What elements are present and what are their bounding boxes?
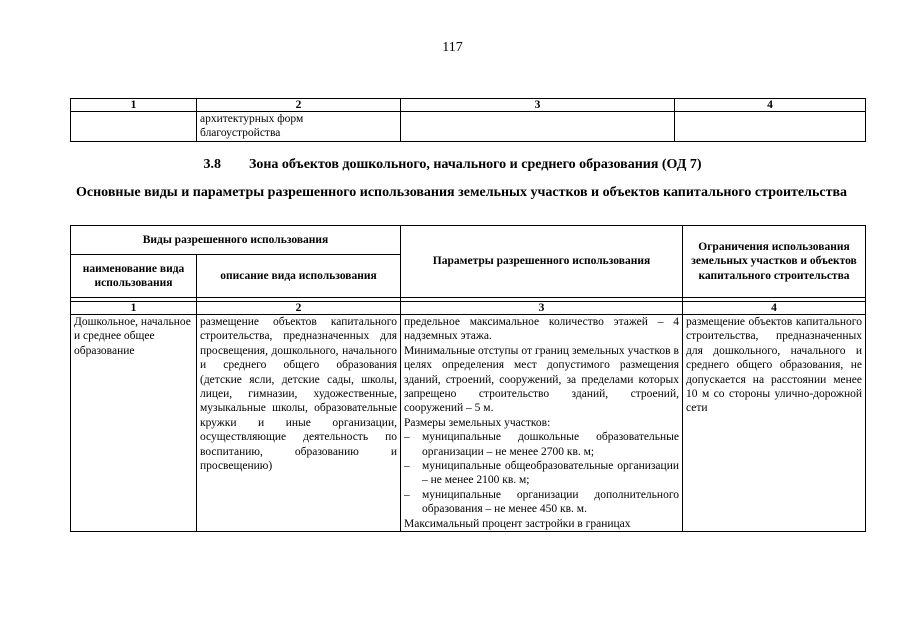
cell-col1 bbox=[71, 112, 197, 142]
number-3: 3 bbox=[401, 302, 683, 315]
use-name: Дошкольное, начальное и среднее общее образование bbox=[71, 315, 197, 532]
params-header: Параметры разрешенного использования bbox=[401, 226, 683, 298]
number-2: 2 bbox=[197, 302, 401, 315]
section-heading bbox=[0, 157, 905, 173]
number-row bbox=[71, 302, 866, 315]
number-4: 4 bbox=[683, 302, 866, 315]
page-number: 117 bbox=[442, 40, 463, 55]
restrictions-header: Ограничения использования земельных участков и объектов капитального строительства bbox=[683, 226, 866, 298]
section-number: 3.8 bbox=[203, 157, 221, 172]
use-description: размещение объектов капитального строительства, предназначенных для просвещения, дошкольного, начального и среднего общего образования (детские ясли, детские сады, школы, лицеи, гимназии, художественные, музыкальные школы, образовательные кружки и иные организации, осуществляющие деятельность по воспитанию, образованию и просвещению) bbox=[197, 315, 401, 532]
params-paragraph-2: Минимальные отступы от границ земельных участков в целях определения мест допустимого размещения зданий, строений, сооружений, за пределами которых запрещено строительство зданий, строений, сооружений – 5 м. bbox=[404, 344, 679, 415]
column-number-3: 3 bbox=[401, 99, 675, 112]
cell-col2-line-1: архитектурных форм bbox=[200, 113, 304, 125]
regulations-table bbox=[70, 225, 866, 532]
use-parameters bbox=[401, 315, 683, 532]
subheader-description: описание вида использования bbox=[197, 255, 401, 298]
params-list-item: – муниципальные общеобразовательные организации – не менее 2100 кв. м; bbox=[404, 460, 679, 487]
continuation-table-header-row bbox=[71, 99, 866, 112]
params-paragraph-1: предельное максимальное количество этажей – 4 надземных этажа. bbox=[404, 316, 679, 343]
column-number-4: 4 bbox=[675, 99, 866, 112]
group-header: Виды разрешенного использования bbox=[71, 226, 401, 255]
cell-col2 bbox=[197, 112, 401, 142]
cell-col2-line-2: благоустройства bbox=[200, 127, 281, 140]
subheader-name: наименование вида использования bbox=[71, 255, 197, 298]
column-number-1: 1 bbox=[71, 99, 197, 112]
continuation-table-row bbox=[71, 112, 866, 142]
use-restrictions: размещение объектов капитального строительства, предназначенных для дошкольного, начального и среднего общего образования, не допускается на расстоянии менее 10 м со стороны улично-дорожной сети bbox=[683, 315, 866, 532]
cell-col4 bbox=[675, 112, 866, 142]
section-title: Зона объектов дошкольного, начального и среднего образования (ОД 7) bbox=[248, 157, 702, 172]
cell-col3 bbox=[401, 112, 675, 142]
params-paragraph-3: Размеры земельных участков: bbox=[404, 416, 551, 429]
column-number-2: 2 bbox=[197, 99, 401, 112]
params-paragraph-4: Максимальный процент застройки в границах bbox=[404, 517, 631, 530]
main-title: Основные виды и параметры разрешенного использования земельных участков и объектов капитального строительства bbox=[76, 185, 848, 200]
header-row-1 bbox=[71, 226, 866, 255]
params-list-item: – муниципальные организации дополнительного образования – не менее 450 кв. м. bbox=[404, 488, 679, 516]
number-1: 1 bbox=[71, 302, 197, 315]
params-list-item: – муниципальные дошкольные образовательные организации – не менее 2700 кв. м; bbox=[404, 431, 679, 458]
data-row bbox=[71, 315, 866, 532]
continuation-table bbox=[70, 98, 866, 142]
